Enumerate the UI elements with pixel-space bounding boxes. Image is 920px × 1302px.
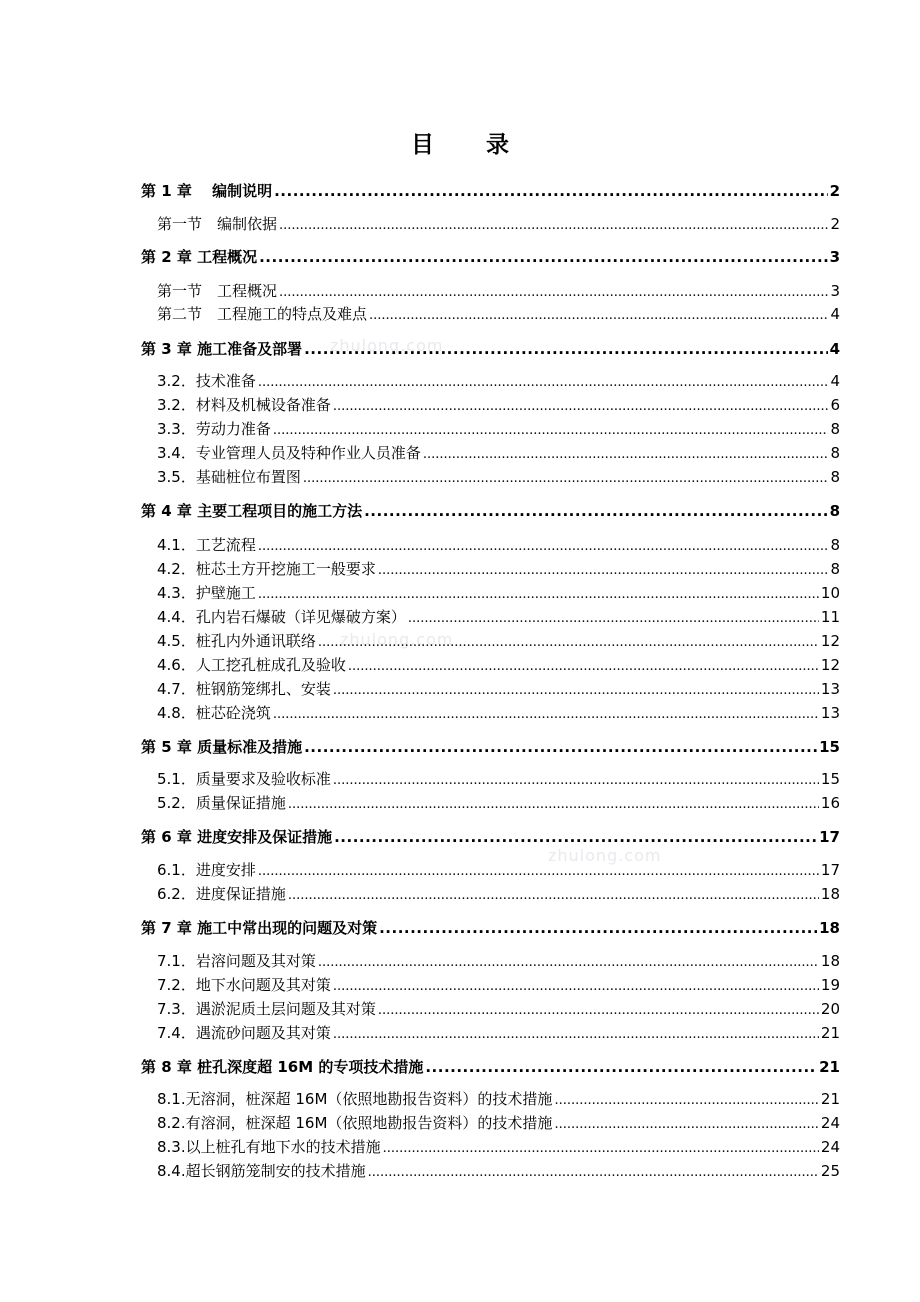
toc-chapter-entry[interactable] bbox=[141, 180, 840, 201]
toc-section-entry[interactable] bbox=[141, 654, 840, 675]
toc-entry-label: 第一节 编制依据 bbox=[157, 215, 278, 233]
dot-leader bbox=[368, 1162, 819, 1180]
toc-entry-page-number: 24 bbox=[820, 1114, 840, 1132]
toc-entry-page-number: 13 bbox=[820, 680, 840, 698]
toc-section-entry[interactable] bbox=[141, 558, 840, 579]
toc-section-entry[interactable] bbox=[141, 1136, 840, 1157]
toc-entry-page-number: 21 bbox=[819, 1058, 840, 1076]
toc-section-entry[interactable] bbox=[141, 394, 840, 415]
dot-leader bbox=[378, 1000, 819, 1018]
toc-section-entry[interactable] bbox=[141, 582, 840, 603]
toc-entry-label: 3.4．专业管理人员及特种作业人员准备 bbox=[157, 444, 421, 462]
toc-section-entry[interactable] bbox=[141, 883, 840, 904]
toc-entry-page-number: 8 bbox=[830, 560, 840, 578]
toc-entry-page-number: 15 bbox=[819, 738, 840, 756]
dot-leader bbox=[333, 1024, 819, 1042]
toc-entry-label: 4.3．护壁施工 bbox=[157, 584, 256, 602]
toc-entry-label: 4.2．桩芯土方开挖施工一般要求 bbox=[157, 560, 376, 578]
toc-entry-label: 第 2 章 工程概况 bbox=[141, 248, 258, 266]
toc-entry-label: 第 6 章 进度安排及保证措施 bbox=[141, 828, 333, 846]
watermark: zhulong.com bbox=[548, 846, 662, 865]
toc-entry-page-number: 18 bbox=[820, 885, 840, 903]
toc-section-entry[interactable] bbox=[141, 792, 840, 813]
toc-section-entry[interactable] bbox=[141, 442, 840, 463]
toc-entry-page-number: 17 bbox=[819, 828, 840, 846]
toc-entry-page-number: 13 bbox=[820, 704, 840, 722]
dot-leader bbox=[369, 305, 828, 323]
toc-section-entry[interactable] bbox=[141, 630, 840, 651]
toc-chapter-entry[interactable] bbox=[141, 917, 840, 938]
dot-leader bbox=[348, 656, 819, 674]
dot-leader bbox=[379, 919, 817, 937]
dot-leader bbox=[318, 952, 819, 970]
dot-leader bbox=[333, 976, 819, 994]
toc-entry-page-number: 24 bbox=[820, 1138, 840, 1156]
toc-entry-label: 3.2．技术准备 bbox=[157, 372, 256, 390]
toc-entry-label: 8.3.以上桩孔有地下水的技术措施 bbox=[157, 1138, 381, 1156]
toc-section-entry[interactable] bbox=[141, 418, 840, 439]
toc-section-entry[interactable] bbox=[141, 859, 840, 880]
dot-leader bbox=[304, 738, 817, 756]
toc-entry-label: 7.1．岩溶问题及其对策 bbox=[157, 952, 316, 970]
toc-entry-page-number: 16 bbox=[820, 794, 840, 812]
toc-entry-page-number: 3 bbox=[830, 282, 840, 300]
toc-section-entry[interactable] bbox=[141, 1112, 840, 1133]
dot-leader bbox=[303, 468, 829, 486]
toc-chapter-entry[interactable] bbox=[141, 736, 840, 757]
toc-entry-page-number: 4 bbox=[830, 305, 840, 323]
toc-entry-page-number: 4 bbox=[830, 372, 840, 390]
toc-chapter-entry[interactable] bbox=[141, 246, 840, 267]
dot-leader bbox=[333, 396, 829, 414]
dot-leader bbox=[259, 248, 827, 266]
toc-chapter-entry[interactable] bbox=[141, 338, 840, 359]
toc-entry-page-number: 2 bbox=[830, 215, 840, 233]
toc-section-entry[interactable] bbox=[141, 950, 840, 971]
dot-leader bbox=[334, 828, 817, 846]
dot-leader bbox=[258, 861, 819, 879]
toc-entry-label: 7.3．遇淤泥质土层问题及其对策 bbox=[157, 1000, 376, 1018]
toc-entry-page-number: 21 bbox=[820, 1024, 840, 1042]
dot-leader bbox=[554, 1090, 818, 1108]
toc-entry-page-number: 2 bbox=[829, 182, 840, 200]
toc-entry-label: 第 1 章 编制说明 bbox=[141, 182, 273, 200]
toc-entry-page-number: 11 bbox=[820, 608, 840, 626]
toc-entry-label: 5.2．质量保证措施 bbox=[157, 794, 286, 812]
toc-entry-label: 8.1.无溶洞，桩深超 16M（依照地勘报告资料）的技术措施 bbox=[157, 1090, 553, 1108]
dot-leader bbox=[258, 372, 829, 390]
toc-entry-label: 第 3 章 施工准备及部署 bbox=[141, 340, 303, 358]
toc-entry-label: 4.4．孔内岩石爆破（详见爆破方案） bbox=[157, 608, 406, 626]
toc-entry-page-number: 12 bbox=[820, 656, 840, 674]
toc-entry-label: 4.8．桩芯砼浇筑 bbox=[157, 704, 271, 722]
toc-entry-page-number: 12 bbox=[820, 632, 840, 650]
toc-section-entry[interactable] bbox=[141, 678, 840, 699]
dot-leader bbox=[378, 560, 829, 578]
toc-entry-label: 4.1．工艺流程 bbox=[157, 536, 256, 554]
dot-leader bbox=[383, 1138, 819, 1156]
toc-section-entry[interactable] bbox=[141, 534, 840, 555]
toc-entry-label: 5.1．质量要求及验收标准 bbox=[157, 770, 331, 788]
toc-entry-label: 第一节 工程概况 bbox=[157, 282, 278, 300]
dot-leader bbox=[288, 794, 819, 812]
dot-leader bbox=[318, 632, 819, 650]
dot-leader bbox=[288, 885, 819, 903]
toc-entry-label: 4.6．人工挖孔桩成孔及验收 bbox=[157, 656, 346, 674]
toc-section-entry[interactable] bbox=[141, 974, 840, 995]
toc-entry-page-number: 18 bbox=[820, 952, 840, 970]
toc-section-entry[interactable] bbox=[141, 606, 840, 627]
toc-entry-label: 8.2.有溶洞，桩深超 16M（依照地勘报告资料）的技术措施 bbox=[157, 1114, 553, 1132]
toc-entry-page-number: 18 bbox=[819, 919, 840, 937]
toc-entry-label: 6.1．进度安排 bbox=[157, 861, 256, 879]
toc-entry-page-number: 8 bbox=[830, 468, 840, 486]
toc-entry-label: 第 7 章 施工中常出现的问题及对策 bbox=[141, 919, 378, 937]
toc-section-entry[interactable] bbox=[141, 998, 840, 1019]
toc-section-entry[interactable] bbox=[141, 280, 840, 301]
dot-leader bbox=[273, 420, 829, 438]
toc-entry-label: 3.5．基础桩位布置图 bbox=[157, 468, 301, 486]
toc-chapter-entry[interactable] bbox=[141, 826, 840, 847]
dot-leader bbox=[258, 536, 829, 554]
toc-entry-label: 7.2．地下水问题及其对策 bbox=[157, 976, 331, 994]
toc-chapter-entry[interactable] bbox=[141, 500, 840, 521]
dot-leader bbox=[364, 502, 827, 520]
toc-entry-page-number: 4 bbox=[829, 340, 840, 358]
dot-leader bbox=[423, 444, 829, 462]
dot-leader bbox=[258, 584, 819, 602]
dot-leader bbox=[425, 1058, 817, 1076]
toc-section-entry[interactable] bbox=[141, 303, 840, 324]
dot-leader bbox=[273, 704, 819, 722]
toc-entry-page-number: 15 bbox=[820, 770, 840, 788]
toc-entry-label: 第 4 章 主要工程项目的施工方法 bbox=[141, 502, 363, 520]
toc-entry-label: 4.5．桩孔内外通讯联络 bbox=[157, 632, 316, 650]
toc-section-entry[interactable] bbox=[141, 702, 840, 723]
watermark: zhulong.com bbox=[330, 336, 444, 355]
dot-leader bbox=[554, 1114, 818, 1132]
toc-entry-label: 4.7．桩钢筋笼绑扎、安装 bbox=[157, 680, 331, 698]
dot-leader bbox=[408, 608, 819, 626]
toc-entry-label: 第二节 工程施工的特点及难点 bbox=[157, 305, 368, 323]
toc-entry-page-number: 8 bbox=[830, 536, 840, 554]
toc-entry-label: 第 8 章 桩孔深度超 16M 的专项技术措施 bbox=[141, 1058, 424, 1076]
watermark: zhulong.com bbox=[340, 630, 454, 649]
toc-entry-page-number: 8 bbox=[830, 420, 840, 438]
toc-section-entry[interactable] bbox=[141, 213, 840, 234]
dot-leader bbox=[279, 282, 828, 300]
dot-leader bbox=[333, 680, 819, 698]
toc-entry-label: 7.4．遇流砂问题及其对策 bbox=[157, 1024, 331, 1042]
toc-entry-page-number: 8 bbox=[830, 444, 840, 462]
toc-entry-label: 3.3．劳动力准备 bbox=[157, 420, 271, 438]
toc-entry-page-number: 25 bbox=[820, 1162, 840, 1180]
toc-section-entry[interactable] bbox=[141, 466, 840, 487]
toc-section-entry[interactable] bbox=[141, 370, 840, 391]
toc-section-entry[interactable] bbox=[141, 1160, 840, 1181]
toc-entry-page-number: 20 bbox=[820, 1000, 840, 1018]
toc-chapter-entry[interactable] bbox=[141, 1056, 840, 1077]
toc-entry-label: 6.2．进度保证措施 bbox=[157, 885, 286, 903]
dot-leader bbox=[304, 340, 827, 358]
toc-entry-page-number: 17 bbox=[820, 861, 840, 879]
toc-entry-page-number: 8 bbox=[829, 502, 840, 520]
toc-entry-page-number: 3 bbox=[829, 248, 840, 266]
toc-entry-label: 8.4.超长钢筋笼制安的技术措施 bbox=[157, 1162, 366, 1180]
toc-entry-page-number: 19 bbox=[820, 976, 840, 994]
toc-entry-page-number: 6 bbox=[830, 396, 840, 414]
toc-title: 目 录 bbox=[410, 132, 531, 158]
toc-section-entry[interactable] bbox=[141, 768, 840, 789]
dot-leader bbox=[274, 182, 827, 200]
toc-section-entry[interactable] bbox=[141, 1088, 840, 1109]
toc-entry-page-number: 10 bbox=[820, 584, 840, 602]
toc-section-entry[interactable] bbox=[141, 1022, 840, 1043]
toc-entry-label: 第 5 章 质量标准及措施 bbox=[141, 738, 303, 756]
toc-entry-label: 3.2．材料及机械设备准备 bbox=[157, 396, 331, 414]
dot-leader bbox=[333, 770, 819, 788]
dot-leader bbox=[279, 215, 828, 233]
toc-entry-page-number: 21 bbox=[820, 1090, 840, 1108]
